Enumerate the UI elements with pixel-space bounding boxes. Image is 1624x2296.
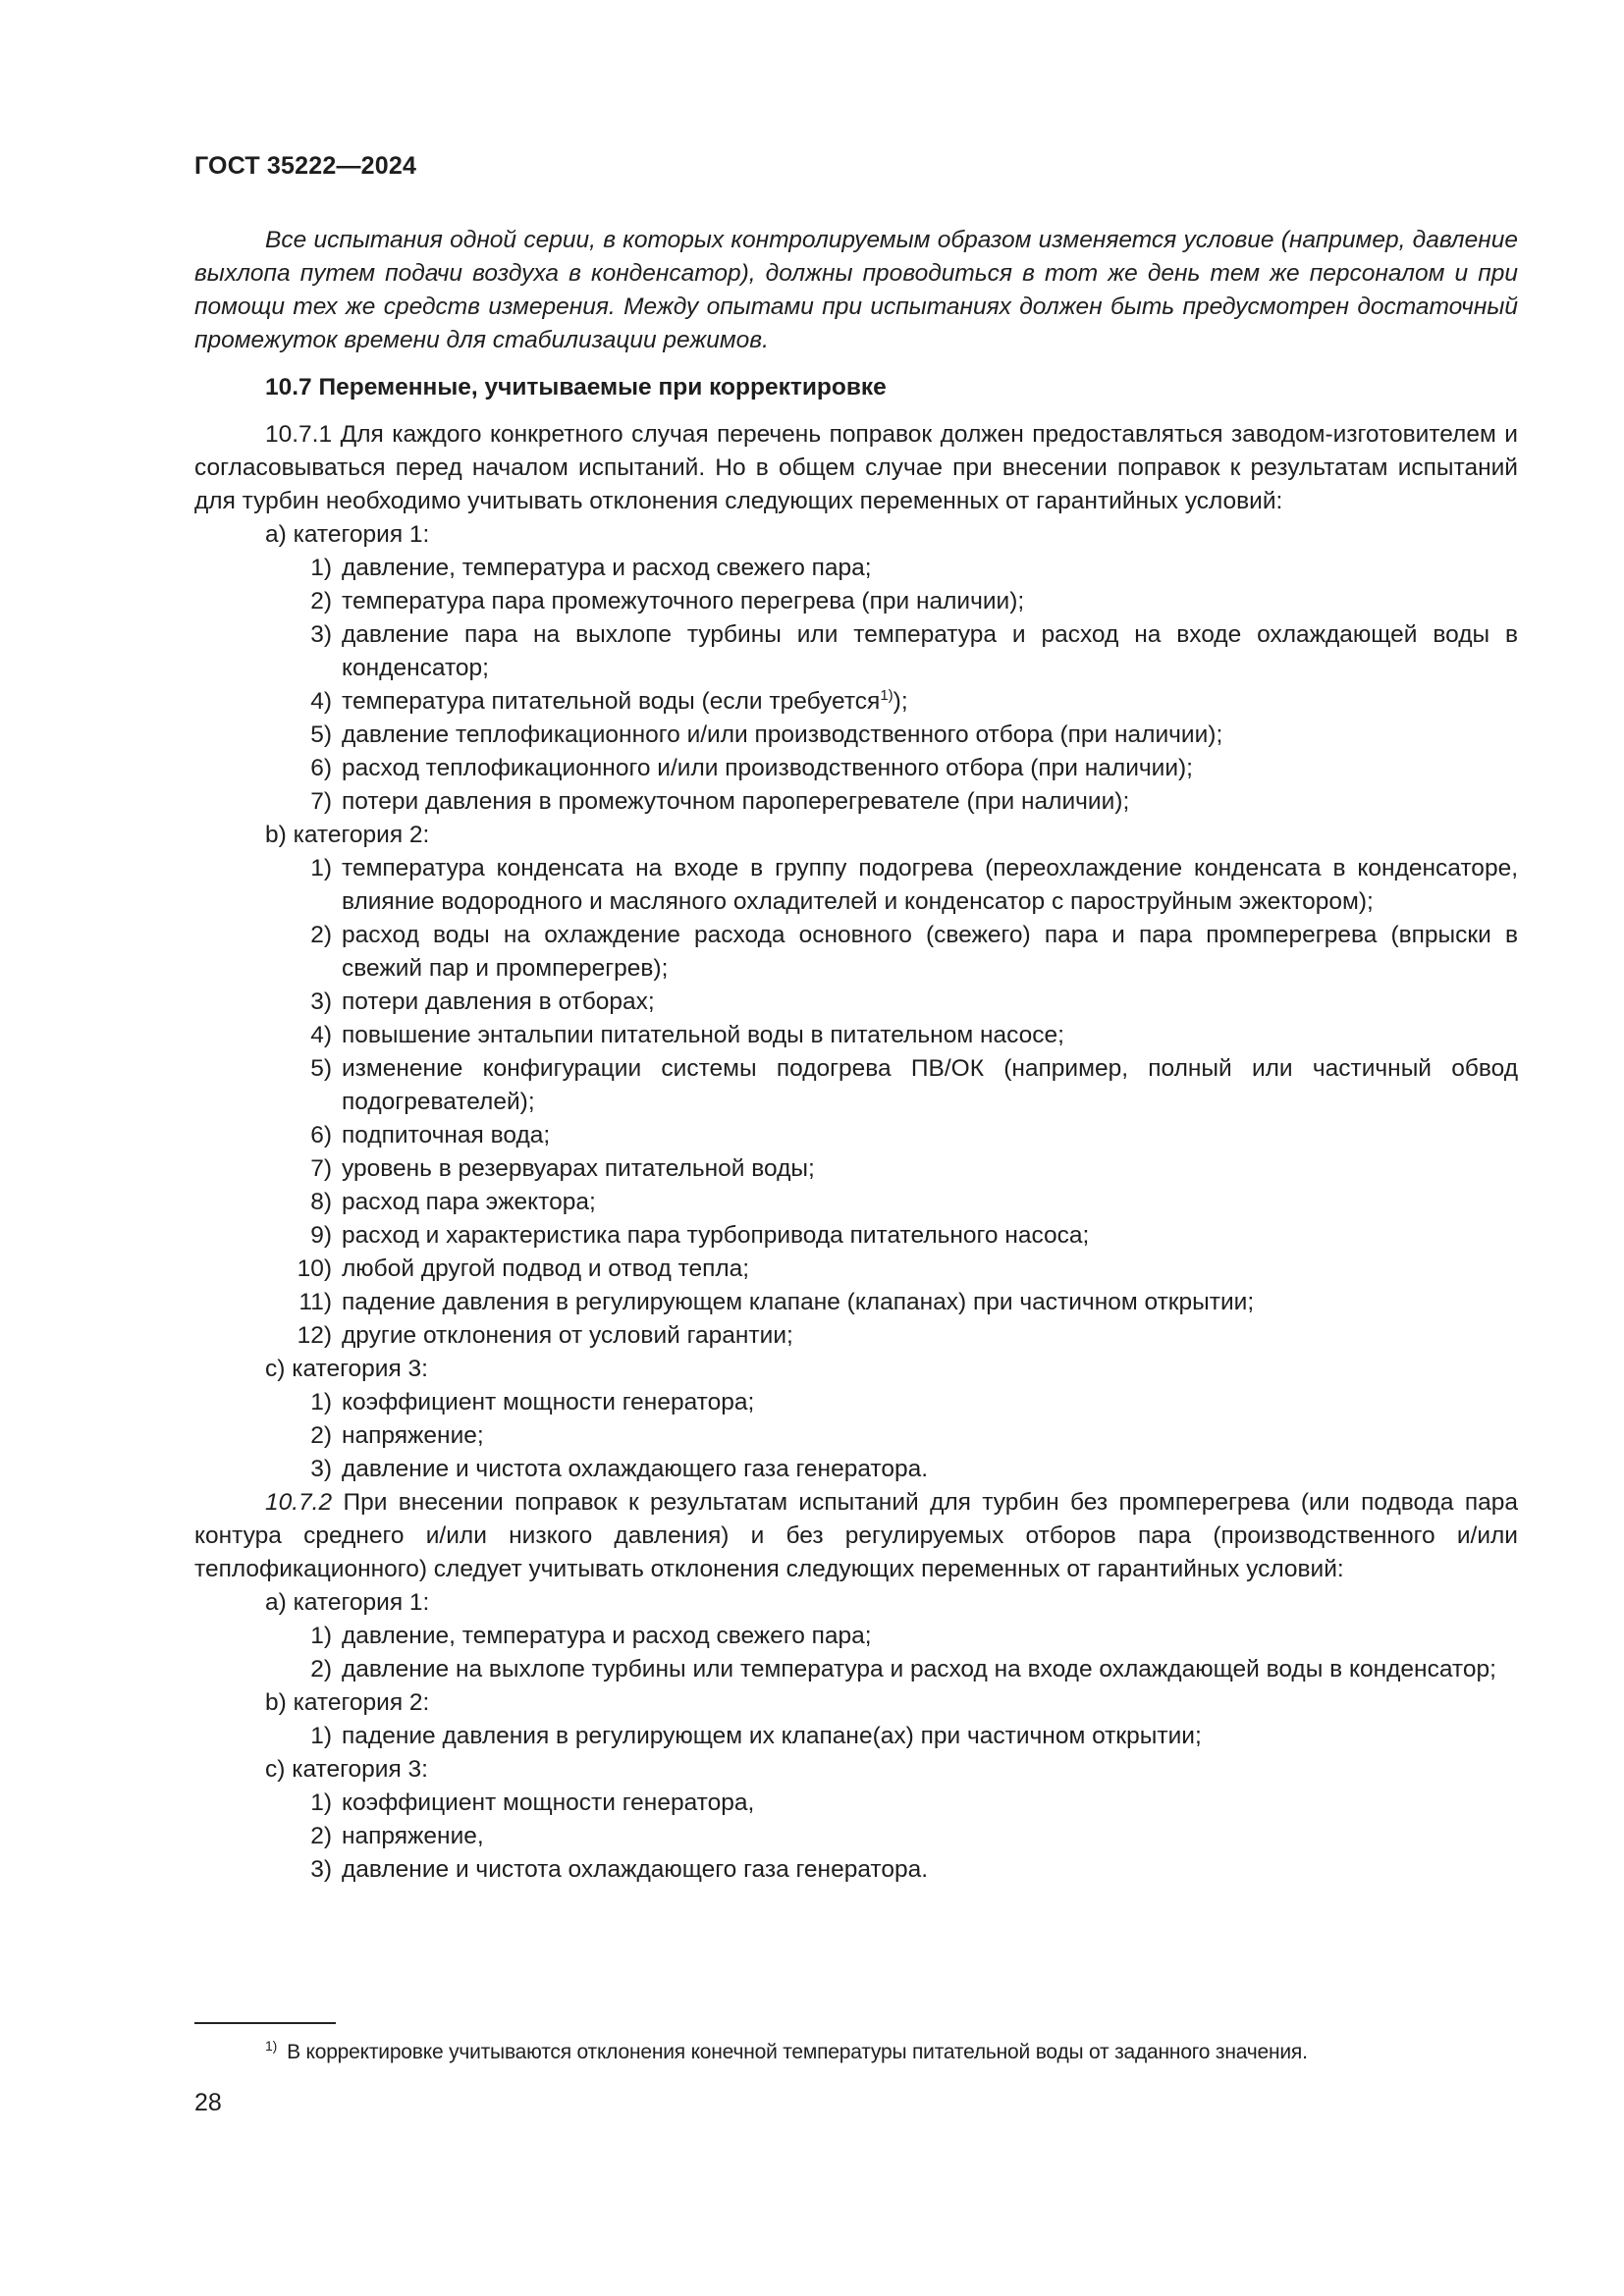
list-item <box>194 1787 1518 1820</box>
item-text: давление и чистота охлаждающего газа генератора. <box>342 1456 929 1482</box>
item-text: падение давления в регулирующем их клапане(ах) при частичном открытии; <box>342 1723 1202 1749</box>
list-item <box>194 1186 1518 1219</box>
item-text: потери давления в отборах; <box>342 988 655 1015</box>
item-text: напряжение, <box>342 1823 484 1849</box>
page-number: 28 <box>194 2089 222 2116</box>
list-item <box>194 852 1518 919</box>
item-number: 7) <box>310 1155 332 1182</box>
item-text: падение давления в регулирующем клапане (клапанах) при частичном открытии; <box>342 1289 1255 1315</box>
item-text: коэффициент мощности генератора, <box>342 1789 755 1816</box>
document-header: ГОСТ 35222—2024 <box>194 152 417 180</box>
item-text: давление теплофикационного и/или производственного отбора (при наличии); <box>342 721 1223 748</box>
category-label: b) категория 2: <box>265 1689 430 1716</box>
list-item <box>194 1219 1518 1253</box>
clause-number: 10.7.2 <box>265 1489 333 1516</box>
item-text: расход пара эжектора; <box>342 1189 596 1215</box>
item-list <box>194 552 1518 819</box>
item-text: температура пара промежуточного перегрева (при наличии); <box>342 588 1025 614</box>
item-text: расход и характеристика пара турбопривода питательного насоса; <box>342 1222 1090 1249</box>
item-number: 1) <box>310 1723 332 1749</box>
item-text: напряжение; <box>342 1422 484 1449</box>
item-number: 1) <box>310 855 332 881</box>
item-text: повышение энтальпии питательной воды в питательном насосе; <box>342 1022 1064 1048</box>
footnote <box>265 2038 1308 2064</box>
list-item <box>194 1253 1518 1286</box>
item-number: 1) <box>310 555 332 581</box>
list-item <box>194 752 1518 785</box>
list-item <box>194 1019 1518 1052</box>
footnote-separator <box>194 2022 336 2024</box>
list-10-7-1 <box>194 518 1518 1486</box>
item-text: любой другой подвод и отвод тепла; <box>342 1255 750 1282</box>
item-text: подпиточная вода; <box>342 1122 551 1148</box>
list-item <box>194 1620 1518 1653</box>
item-text: коэффициент мощности генератора; <box>342 1389 755 1415</box>
list-item <box>194 1386 1518 1419</box>
item-number: 1) <box>310 1389 332 1415</box>
list-item <box>194 1453 1518 1486</box>
category-label: с) категория 3: <box>265 1756 428 1783</box>
item-text: температура питательной воды (если требуется <box>342 688 881 715</box>
list-item <box>194 1653 1518 1686</box>
item-number: 4) <box>310 688 332 715</box>
paragraph-10-7-1: 10.7.1 Для каждого конкретного случая перечень поправок должен предоставляться заводом-изготовителем и согласовываться перед началом испытаний. Но в общем случае при внесении поправок к результатам испытаний для турбин необходимо учитывать отклонения следующих переменных от гарантийных условий: <box>194 421 1518 514</box>
item-list <box>194 852 1518 1353</box>
item-text: давление, температура и расход свежего пара; <box>342 555 872 581</box>
item-number: 3) <box>310 988 332 1015</box>
item-text: температура конденсата на входе в группу подогрева (переохлаждение конденсата в конденсаторе, влияние водородного и масляного охладителей и конденсатор с пароструйным эжектором); <box>342 855 1518 915</box>
item-number: 10) <box>297 1255 332 1282</box>
item-text: другие отклонения от условий гарантии; <box>342 1322 793 1349</box>
item-text: давление пара на выхлопе турбины или температура и расход на входе охлаждающей воды в конденсатор; <box>342 621 1518 681</box>
list-item <box>194 919 1518 986</box>
item-text: уровень в резервуарах питательной воды; <box>342 1155 815 1182</box>
paragraph-text: При внесении поправок к результатам испытаний для турбин без промперегрева (или подвода пара контура среднего и/или низкого давления) и без регулируемых отборов пара (производственного и/или теплофикационного) следует учитывать отклонения следующих переменных от гарантийных условий: <box>194 1489 1518 1582</box>
list-item <box>194 1720 1518 1753</box>
item-number: 1) <box>310 1623 332 1649</box>
footnote-ref: 1) <box>880 686 893 704</box>
item-list <box>194 1386 1518 1486</box>
list-item <box>194 618 1518 685</box>
item-text: изменение конфигурации системы подогрева ПВ/ОК (например, полный или частичный обвод подогревателей); <box>342 1055 1518 1115</box>
footnote-text: В корректировке учитываются отклонения конечной температуры питательной воды от заданного значения. <box>287 2041 1308 2063</box>
item-number: 3) <box>310 1856 332 1883</box>
item-number: 3) <box>310 1456 332 1482</box>
paragraph-10-7-2 <box>194 1486 1518 1586</box>
list-item <box>194 1119 1518 1152</box>
list-item <box>194 1419 1518 1453</box>
item-number: 12) <box>297 1322 332 1349</box>
list-item <box>194 1319 1518 1353</box>
list-item <box>194 1052 1518 1119</box>
list-item <box>194 552 1518 585</box>
item-number: 3) <box>310 621 332 648</box>
item-number: 2) <box>310 1656 332 1682</box>
item-text: потери давления в промежуточном пароперегревателе (при наличии); <box>342 788 1130 815</box>
list-item <box>194 986 1518 1019</box>
section-heading: 10.7 Переменные, учитываемые при корректировке <box>265 374 887 400</box>
list-item <box>194 719 1518 752</box>
list-item <box>194 685 1518 719</box>
item-text: давление, температура и расход свежего пара; <box>342 1623 872 1649</box>
item-number: 5) <box>310 721 332 748</box>
item-number: 2) <box>310 922 332 948</box>
item-list <box>194 1787 1518 1887</box>
item-number: 4) <box>310 1022 332 1048</box>
footnote-mark: 1) <box>265 2038 278 2054</box>
item-number: 2) <box>310 1823 332 1849</box>
item-number: 2) <box>310 588 332 614</box>
list-item <box>194 1152 1518 1186</box>
category-label: а) категория 1: <box>265 1589 430 1616</box>
item-text: давление на выхлопе турбины или температура и расход на входе охлаждающей воды в конденсатор; <box>342 1656 1496 1682</box>
category-label: с) категория 3: <box>265 1356 428 1382</box>
item-number: 2) <box>310 1422 332 1449</box>
item-number: 11) <box>298 1289 332 1315</box>
intro-paragraph: Все испытания одной серии, в которых контролируемым образом изменяется условие (например, давление выхлопа путем подачи воздуха в конденсатор), должны проводиться в тот же день тем же персоналом и при помощи тех же средств измерения. Между опытами при испытаниях должен быть предусмотрен достаточный промежуток времени для стабилизации режимов. <box>194 227 1518 353</box>
item-number: 9) <box>310 1222 332 1249</box>
item-text: давление и чистота охлаждающего газа генератора. <box>342 1856 929 1883</box>
list-10-7-2 <box>194 1586 1518 1887</box>
item-list <box>194 1620 1518 1686</box>
list-item <box>194 585 1518 618</box>
category-label: а) категория 1: <box>265 521 430 548</box>
list-item <box>194 1286 1518 1319</box>
list-item <box>194 1820 1518 1853</box>
list-item <box>194 1853 1518 1887</box>
item-number: 8) <box>310 1189 332 1215</box>
list-item <box>194 785 1518 819</box>
item-text: расход воды на охлаждение расхода основного (свежего) пара и пара промперегрева (впрыски в свежий пар и промперегрев); <box>342 922 1518 982</box>
item-number: 6) <box>310 1122 332 1148</box>
item-number: 1) <box>310 1789 332 1816</box>
page-body <box>194 224 1518 1887</box>
item-number: 5) <box>310 1055 332 1082</box>
item-number: 6) <box>310 755 332 781</box>
item-number: 7) <box>310 788 332 815</box>
item-text: расход теплофикационного и/или производственного отбора (при наличии); <box>342 755 1193 781</box>
item-text-tail: ); <box>893 688 908 715</box>
category-label: b) категория 2: <box>265 822 430 848</box>
item-list <box>194 1720 1518 1753</box>
